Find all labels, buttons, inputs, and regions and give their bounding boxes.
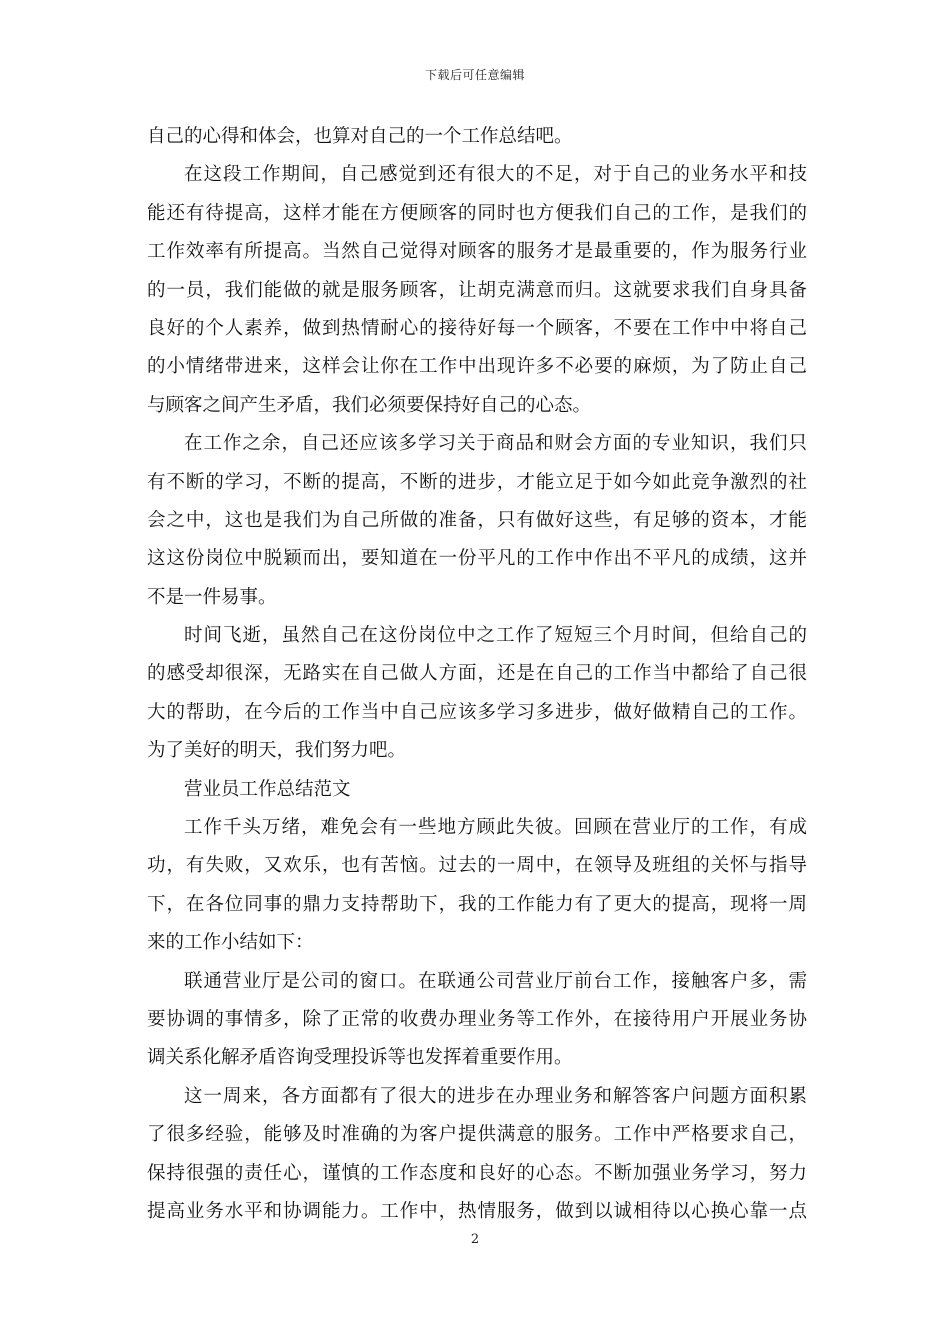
paragraph xyxy=(147,425,807,617)
text-line: 的小情绪带进来，这样会让你在工作中出现许多不必要的麻烦，为了防止自己 xyxy=(147,356,807,378)
section-title xyxy=(147,771,807,809)
text-line: 不是一件易事。 xyxy=(147,586,277,608)
text-line: 来的工作小结如下： xyxy=(147,932,314,954)
text-line: 会之中，这也是我们为自己所做的准备，只有做好这些，有足够的资本，才能 xyxy=(147,509,807,531)
text-line: 了很多经验，能够及时准确的为客户提供满意的服务。工作中严格要求自己， xyxy=(147,1124,807,1146)
text-line: 这一周来，各方面都有了很大的进步在办理业务和解答客户问题方面积累 xyxy=(184,1085,807,1107)
text-line: 在工作之余，自己还应该多学习关于商品和财会方面的专业知识，我们只 xyxy=(184,433,807,455)
text-line: 与顾客之间产生矛盾，我们必须要保持好自己的心态。 xyxy=(147,394,592,416)
paragraph xyxy=(147,156,807,425)
text-line: 工作千头万绪，难免会有一些地方顾此失彼。回顾在营业厅的工作，有成 xyxy=(184,817,807,839)
text-line: 的一员，我们能做的就是服务顾客，让胡克满意而归。这就要求我们自身具备 xyxy=(147,279,807,301)
text-line: 功，有失败，又欢乐，也有苦恼。过去的一周中，在领导及班组的关怀与指导 xyxy=(147,855,807,877)
text-line: 工作效率有所提高。当然自己觉得对顾客的服务才是最重要的，作为服务行业 xyxy=(147,241,807,263)
paragraph xyxy=(147,809,807,963)
page-header: 下载后可任意编辑 xyxy=(424,68,525,82)
document-body xyxy=(147,118,807,1231)
text-line: 良好的个人素养，做到热情耐心的接待好每一个顾客，不要在工作中中将自己 xyxy=(147,317,807,339)
text-line: 能还有待提高，这样才能在方便顾客的同时也方便我们自己的工作，是我们的 xyxy=(147,202,807,224)
text-line: 要协调的事情多，除了正常的收费办理业务等工作外，在接待用户开展业务协 xyxy=(147,1008,807,1030)
text-line: 的感受却很深，无路实在自己做人方面，还是在自己的工作当中都给了自己很 xyxy=(147,663,807,685)
text-line: 时间飞逝，虽然自己在这份岗位中之工作了短短三个月时间，但给自己的 xyxy=(184,625,807,647)
text-line: 提高业务水平和协调能力。工作中，热情服务，做到以诚相待以心换心靠一点 xyxy=(147,1200,807,1222)
page-number: 2 xyxy=(470,1232,480,1247)
text-line: 下，在各位同事的鼎力支持帮助下，我的工作能力有了更大的提高，现将一周 xyxy=(147,893,807,915)
text-line: 大的帮助，在今后的工作当中自己应该多学习多进步，做好做精自己的工作。 xyxy=(147,701,807,723)
text-line: 这这份岗位中脱颖而出，要知道在一份平凡的工作中作出不平凡的成绩，这并 xyxy=(147,548,807,570)
text-line: 自己的心得和体会，也算对自己的一个工作总结吧。 xyxy=(147,126,573,147)
paragraph xyxy=(147,118,807,156)
text-line: 调关系化解矛盾咨询受理投诉等也发挥着重要作用。 xyxy=(147,1047,573,1069)
text-line: 保持很强的责任心，谨慎的工作态度和良好的心态。不断加强业务学习，努力 xyxy=(147,1162,807,1184)
paragraph xyxy=(147,1078,807,1232)
text-line: 有不断的学习，不断的提高，不断的进步，才能立足于如今如此竞争激烈的社 xyxy=(147,471,807,493)
paragraph xyxy=(147,617,807,771)
text-line: 为了美好的明天，我们努力吧。 xyxy=(147,740,407,762)
text-line: 营业员工作总结范文 xyxy=(184,778,351,800)
paragraph xyxy=(147,963,807,1078)
text-line: 在这段工作期间，自己感觉到还有很大的不足，对于自己的业务水平和技 xyxy=(184,164,807,186)
text-line: 联通营业厅是公司的窗口。在联通公司营业厅前台工作，接触客户多，需 xyxy=(184,970,807,992)
